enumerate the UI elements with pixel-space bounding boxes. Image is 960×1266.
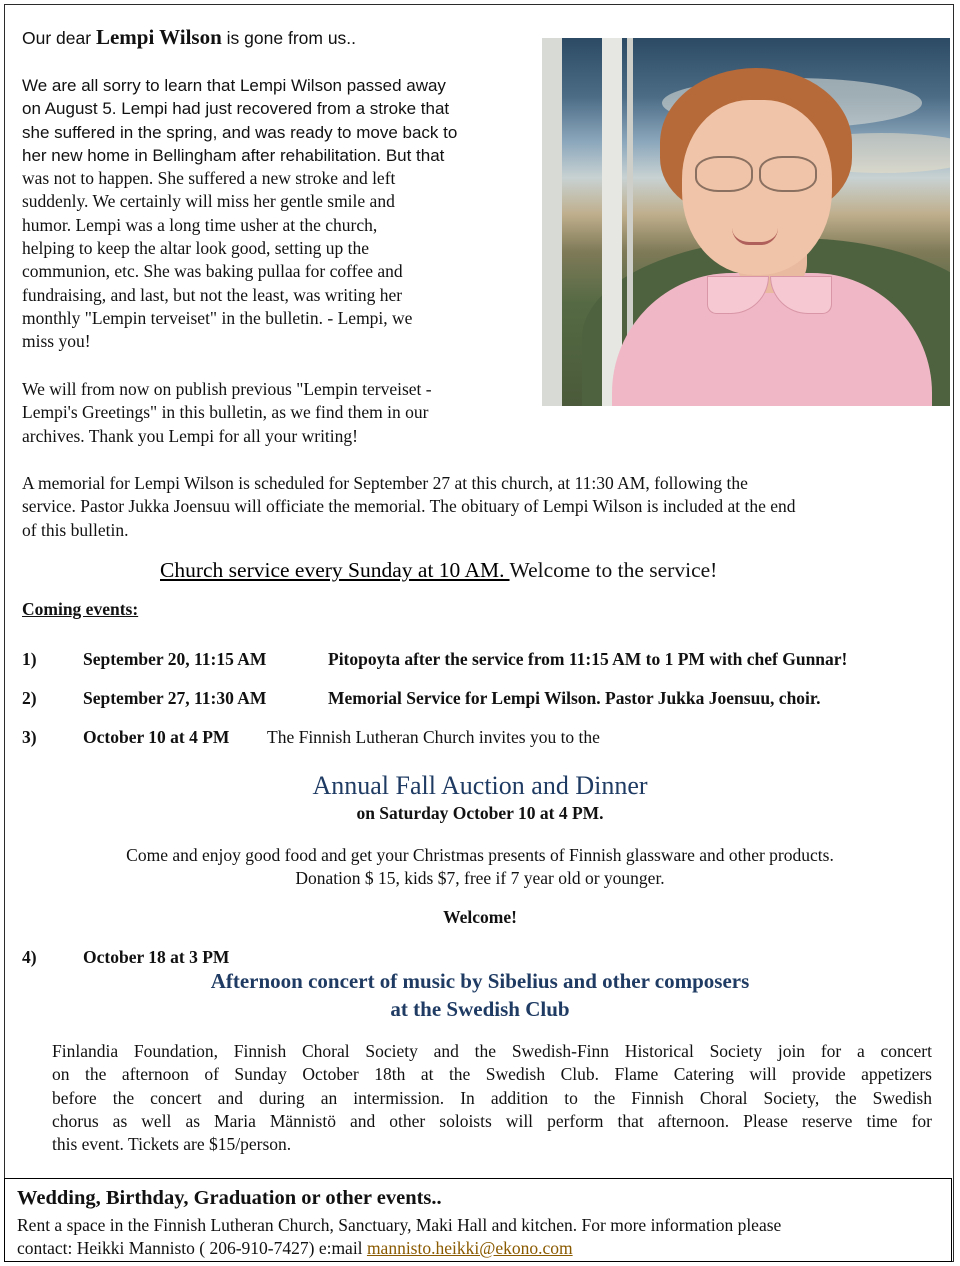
text-line: this event. Tickets are $15/person. <box>52 1134 292 1155</box>
service-time: Church service every Sunday at 10 AM. <box>160 558 510 582</box>
text-line: of this bulletin. <box>22 519 129 540</box>
text-line: communion, etc. She was baking pullaa for coffee and <box>22 261 403 282</box>
text-line: her new home in Bellingham after rehabilitation. But that <box>22 145 445 165</box>
text-line: We are all sorry to learn that Lempi Wilson passed away <box>22 76 446 95</box>
intro-prefix: Our dear <box>22 28 96 48</box>
event-when: September 27, 11:30 AM <box>83 688 267 708</box>
obituary-paragraph-2 <box>22 378 532 448</box>
event-what: The Finnish Lutheran Church invites you to the <box>267 727 600 747</box>
text-line: helping to keep the altar look good, setting up the <box>22 238 370 259</box>
service-welcome: Welcome to the service! <box>509 558 718 582</box>
rental-info-box <box>4 1178 952 1262</box>
rental-title: Wedding, Birthday, Graduation or other events.. <box>17 1187 442 1209</box>
event-what: Memorial Service for Lempi Wilson. Pastor Jukka Joensuu, choir. <box>328 688 821 708</box>
text-line: fundraising, and last, but not the least, was writing her <box>22 284 403 305</box>
text-line: humor. Lempi was a long time usher at the church, <box>22 214 378 235</box>
text-line: service. Pastor Jukka Joensuu will officiate the memorial. The obituary of Lempi Wilson is included at the end <box>22 496 796 517</box>
service-announcement <box>160 558 717 583</box>
text-line: A memorial for Lempi Wilson is scheduled for September 27 at this church, at 11:30 AM, following the <box>22 473 748 493</box>
event-number: 2) <box>22 688 37 708</box>
text-line: monthly "Lempin terveiset" in the bulletin. - Lempi, we <box>22 307 413 328</box>
text-line: she suffered in the spring, and was ready to move back to <box>22 122 458 142</box>
auction-donation: Donation $ 15, kids $7, free if 7 year old or younger. <box>295 868 665 888</box>
text-line: on the afternoon of Sunday October 18th at the Swedish Club. Flame Catering will provide appetizers <box>52 1064 932 1085</box>
auction-welcome: Welcome! <box>443 907 517 927</box>
rental-line-1: Rent a space in the Finnish Lutheran Church, Sanctuary, Maki Hall and kitchen. For more information please <box>17 1215 782 1235</box>
contact-text: contact: Heikki Mannisto ( 206-910-7427) e:mail <box>17 1238 367 1258</box>
event-number: 4) <box>22 947 37 967</box>
event-when: October 18 at 3 PM <box>83 947 230 967</box>
text-line: Lempi's Greetings" in this bulletin, as we find them in our <box>22 402 429 423</box>
text-line: suddenly. We certainly will miss her gentle smile and <box>22 191 395 212</box>
concert-description <box>52 1040 932 1156</box>
text-line: miss you! <box>22 331 91 352</box>
auction-description: Come and enjoy good food and get your Christmas presents of Finnish glassware and other products. <box>126 845 834 865</box>
portrait-photo <box>542 38 950 406</box>
text-line: Finlandia Foundation, Finnish Choral Society and the Swedish-Finn Historical Society join for a concert <box>52 1041 932 1061</box>
auction-date: on Saturday October 10 at 4 PM. <box>356 803 604 823</box>
intro-suffix: is gone from us.. <box>221 28 357 48</box>
text-line: We will from now on publish previous "Lempin terveiset - <box>22 379 432 399</box>
event-when: October 10 at 4 PM <box>83 727 230 747</box>
text-line: was not to happen. She suffered a new stroke and left <box>22 168 396 189</box>
text-line: chorus as well as Maria Männistö and other soloists will perform that afternoon. Please reserve time for <box>52 1110 932 1131</box>
obituary-paragraph-1 <box>22 74 532 354</box>
concert-title: Afternoon concert of music by Sibelius and other composers <box>210 969 750 993</box>
coming-events-label: Coming events: <box>22 599 139 619</box>
memorial-paragraph <box>22 472 942 542</box>
rental-contact <box>17 1238 573 1259</box>
auction-title: Annual Fall Auction and Dinner <box>312 771 648 800</box>
contact-email-link[interactable]: mannisto.heikki@ekono.com <box>366 1238 573 1258</box>
intro-line <box>22 26 356 50</box>
intro-name: Lempi Wilson <box>95 25 222 49</box>
event-number: 1) <box>22 649 37 669</box>
event-what: Pitopoyta after the service from 11:15 AM to 1 PM with chef Gunnar! <box>328 649 848 669</box>
event-when: September 20, 11:15 AM <box>83 649 267 669</box>
event-number: 3) <box>22 727 37 747</box>
concert-venue: at the Swedish Club <box>390 997 570 1021</box>
text-line: archives. Thank you Lempi for all your writing! <box>22 425 358 446</box>
text-line: on August 5. Lempi had just recovered from a stroke that <box>22 99 450 119</box>
text-line: before the concert and during an intermission. In addition to the Finnish Choral Society, the Swedish <box>52 1087 932 1108</box>
